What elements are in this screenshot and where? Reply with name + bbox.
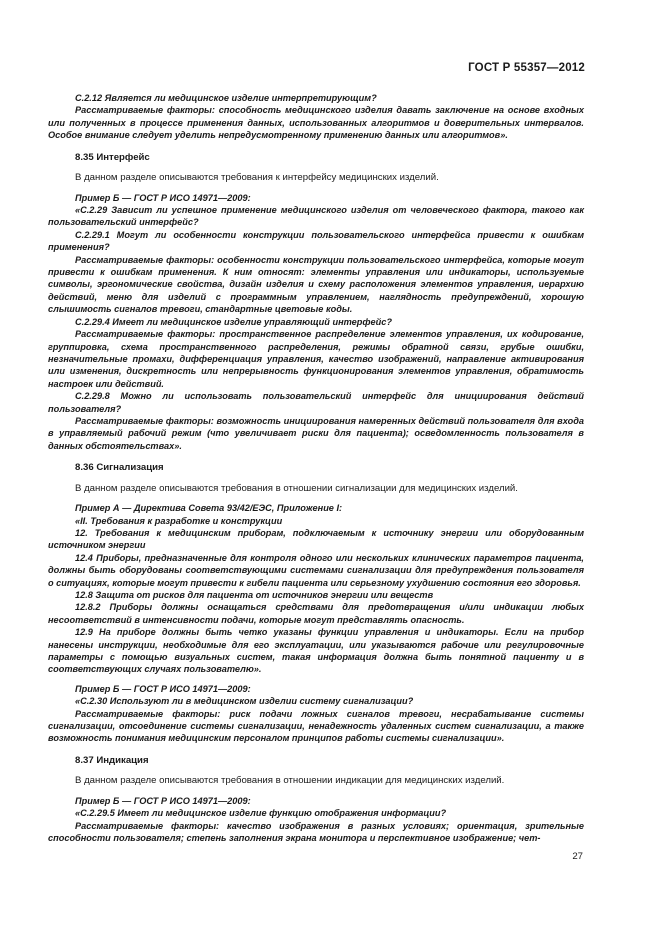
factors-paragraph: Рассматриваемые факторы: возможность инициирования намеренных действий пользователя для входа в управляемый рабочий режим (что увеличивает риски для пациента); осведомленность пользователя в данных обстоятельствах».: [48, 415, 584, 451]
example-heading: Пример А — Директива Совета 93/42/ЕЭС, Приложение I:: [75, 503, 343, 514]
question-c2-29-1: C.2.29.1 Могут ли особенности конструкции пользовательского интерфейса привести к ошибкам применения?: [48, 229, 584, 253]
directive-item-12: 12. Требования к медицинским приборам, подключаемым к источнику энергии или оборудованным источником энергии: [48, 527, 584, 551]
section-heading-8-35: 8.35 Интерфейс: [75, 151, 150, 163]
document-header: ГОСТ Р 55357—2012: [468, 62, 585, 74]
question-c2-29-5: «C.2.29.5 Имеет ли медицинское изделие функцию отображения информации?: [75, 808, 447, 819]
question-c2-29-4: C.2.29.4 Имеет ли медицинское изделие управляющий интерфейс?: [75, 316, 392, 327]
directive-item-12-9: 12.9 На приборе должны быть четко указаны функции управления и индикаторы. Если на прибор нанесены инструкции, необходимые для его эксплуатации, или указываются рабочие или регулировочные параметры с помощью визуальных систем, такая информация должна быть понятной пациенту и в соответствующих случаях пользователю».: [48, 627, 584, 675]
directive-item-12-4: 12.4 Приборы, предназначенные для контроля одного или нескольких клинических параметров пациента, должны быть оборудованы соответствующими системами сигнализации для предупреждения пользователя о ситуациях, которые могут привести к гибели пациента или серьезному ухудшению состояния его здоровья.: [48, 552, 584, 588]
example-heading: Пример Б — ГОСТ Р ИСО 14971—2009:: [75, 795, 251, 806]
factors-paragraph: Рассматриваемые факторы: качество изображения в разных условиях; ориентация, зрительные способности пользователя; степень заполнения экрана монитора и перспективное изображение; чет-: [48, 820, 584, 844]
section-heading-8-36: 8.36 Сигнализация: [75, 462, 164, 474]
directive-item-12-8-2: 12.8.2 Приборы должны оснащаться средствами для предотвращения и/или индикации любых несоответствий в интенсивности подачи, которые могут представлять опасность.: [48, 602, 584, 625]
section-intro: В данном разделе описываются требования в отношении индикации для медицинских изделий.: [75, 775, 505, 787]
section-heading-8-37: 8.37 Индикация: [75, 754, 149, 766]
page-number: 27: [572, 851, 583, 862]
example-heading: Пример Б — ГОСТ Р ИСО 14971—2009:: [75, 683, 251, 694]
question-c2-30: «C.2.30 Используют ли в медицинском изделии систему сигнализации?: [75, 696, 414, 707]
factors-paragraph: Рассматриваемые факторы: пространственное распределение элементов управления, их кодирование, группировка, схема пространственного распределения, режимы обратной связи, грубые ошибки, незначительные промахи, дифференциация управления, качество изображений, направление активирования или изменения, дискретность или непрерывность функционирования элементов управления, обратимость настроек или действий.: [48, 329, 584, 389]
section-intro: В данном разделе описываются требования в отношении сигнализации для медицинских изделий.: [75, 482, 518, 494]
factors-paragraph: Рассматриваемые факторы: особенности конструкции пользовательского интерфейса, которые могут привести к ошибкам применения. К ним относят: элементы управления или индикаторы, используемые символы, эргономические свойства, дизайн изделия и схему расположения элементов управления, иерархию действий, меню для изделий с программным управлением, наглядность предупреждений, хорошую слышимость сигналов тревоги, стандартные цветовые коды.: [48, 254, 584, 315]
question-c2-29: «C.2.29 Зависит ли успешное применение медицинского изделия от человеческого фактора, такого как пользовательский интерфейс?: [48, 205, 584, 228]
example-heading: Пример Б — ГОСТ Р ИСО 14971—2009:: [75, 192, 251, 203]
section-intro: В данном разделе описываются требования к интерфейсу медицинских изделий.: [75, 172, 439, 184]
directive-section-ii: «II. Требования к разработке и конструкции: [75, 515, 283, 526]
factors-paragraph: Рассматриваемые факторы: риск подачи ложных сигналов тревоги, несрабатывание системы сигнализации, отсоединение системы сигнализации, ненадежность удаленных систем сигнализации, а также возможность понимания медицинским персоналом принципов работы системы сигнализации».: [48, 708, 584, 744]
question-c2-29-8: C.2.29.8 Можно ли использовать пользовательский интерфейс для инициирования действий пользователя?: [48, 391, 584, 414]
question-c2-12: C.2.12 Является ли медицинское изделие интерпретирующим?: [75, 93, 377, 103]
directive-item-12-8: 12.8 Защита от рисков для пациента от источников энергии или веществ: [75, 590, 434, 600]
page-body: [48, 92, 584, 845]
factors-paragraph: Рассматриваемые факторы: способность медицинского изделия давать заключение на основе входных или полученных в процессе применения данных, использованных алгоритмов и доверительных интервалов. Особое внимание следует уделить непредусмотренному применению данных или алгоритмов».: [48, 105, 584, 141]
